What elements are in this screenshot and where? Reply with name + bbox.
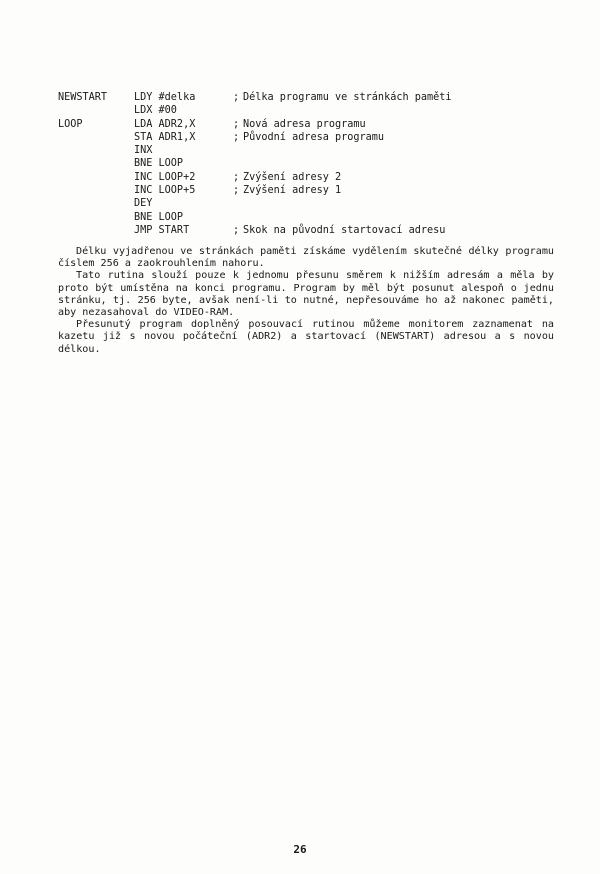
code-line	[58, 118, 366, 131]
code-instruction: DEY	[134, 198, 153, 210]
paragraph: Přesunutý program doplněný posouvací rutinou můžeme monitorem zaznamenat na kazetu již s novou počáteční (ADR2) a startovací (NEWSTART) adresou a s novou délkou.	[58, 319, 554, 355]
code-line	[58, 197, 153, 210]
code-label: LOOP	[58, 118, 83, 130]
code-instruction: BNE LOOP	[134, 211, 184, 223]
code-comment: Zvýšení adresy 2	[243, 171, 342, 183]
page-number: 26	[293, 843, 307, 856]
code-comment: Délka programu ve stránkách paměti	[243, 92, 452, 103]
code-instruction: LDA ADR2,X	[134, 118, 196, 130]
comment-separator: ;	[233, 118, 240, 130]
code-comment: Skok na původní startovací adresu	[243, 224, 446, 236]
code-instruction: INC LOOP+5	[134, 185, 196, 197]
paragraph: Délku vyjadřenou ve stránkách paměti získáme vydělením skutečné délky programu číslem 256 a zaokrouhlením nahoru.	[58, 246, 554, 270]
comment-separator: ;	[233, 171, 240, 183]
code-instruction: LDY #delka	[134, 92, 196, 103]
body-text	[58, 246, 554, 356]
comment-separator: ;	[233, 185, 240, 197]
code-instruction: INC LOOP+2	[134, 171, 196, 183]
comment-separator: ;	[233, 92, 240, 103]
comment-separator: ;	[233, 224, 240, 236]
code-instruction: INX	[134, 145, 153, 157]
code-line	[58, 211, 184, 224]
code-line	[58, 171, 342, 184]
code-comment: Původní adresa programu	[243, 131, 385, 143]
code-label: NEWSTART	[58, 92, 108, 103]
code-line	[58, 144, 153, 157]
code-instruction: BNE LOOP	[134, 158, 184, 170]
code-instruction: STA ADR1,X	[134, 131, 196, 143]
code-line	[58, 104, 177, 117]
code-line	[58, 184, 342, 197]
code-line	[58, 131, 385, 144]
code-comment: Nová adresa programu	[243, 118, 366, 130]
code-instruction: JMP START	[134, 224, 190, 236]
code-line	[58, 157, 184, 170]
code-comment: Zvýšení adresy 1	[243, 185, 342, 197]
paragraph: Tato rutina slouží pouze k jednomu přesunu směrem k nižším adresám a měla by proto být umístěna na konci programu. Program by měl být posunut alespoň o jednu stránku, tj. 256 byte, avšak není-li to nutné, nepřesouváme ho až nakonec paměti, aby nezasahoval do VIDEO-RAM.	[58, 270, 554, 319]
comment-separator: ;	[233, 131, 240, 143]
code-line	[58, 91, 452, 104]
code-line	[58, 224, 446, 237]
code-instruction: LDX #00	[134, 105, 177, 117]
assembly-listing	[58, 91, 452, 237]
